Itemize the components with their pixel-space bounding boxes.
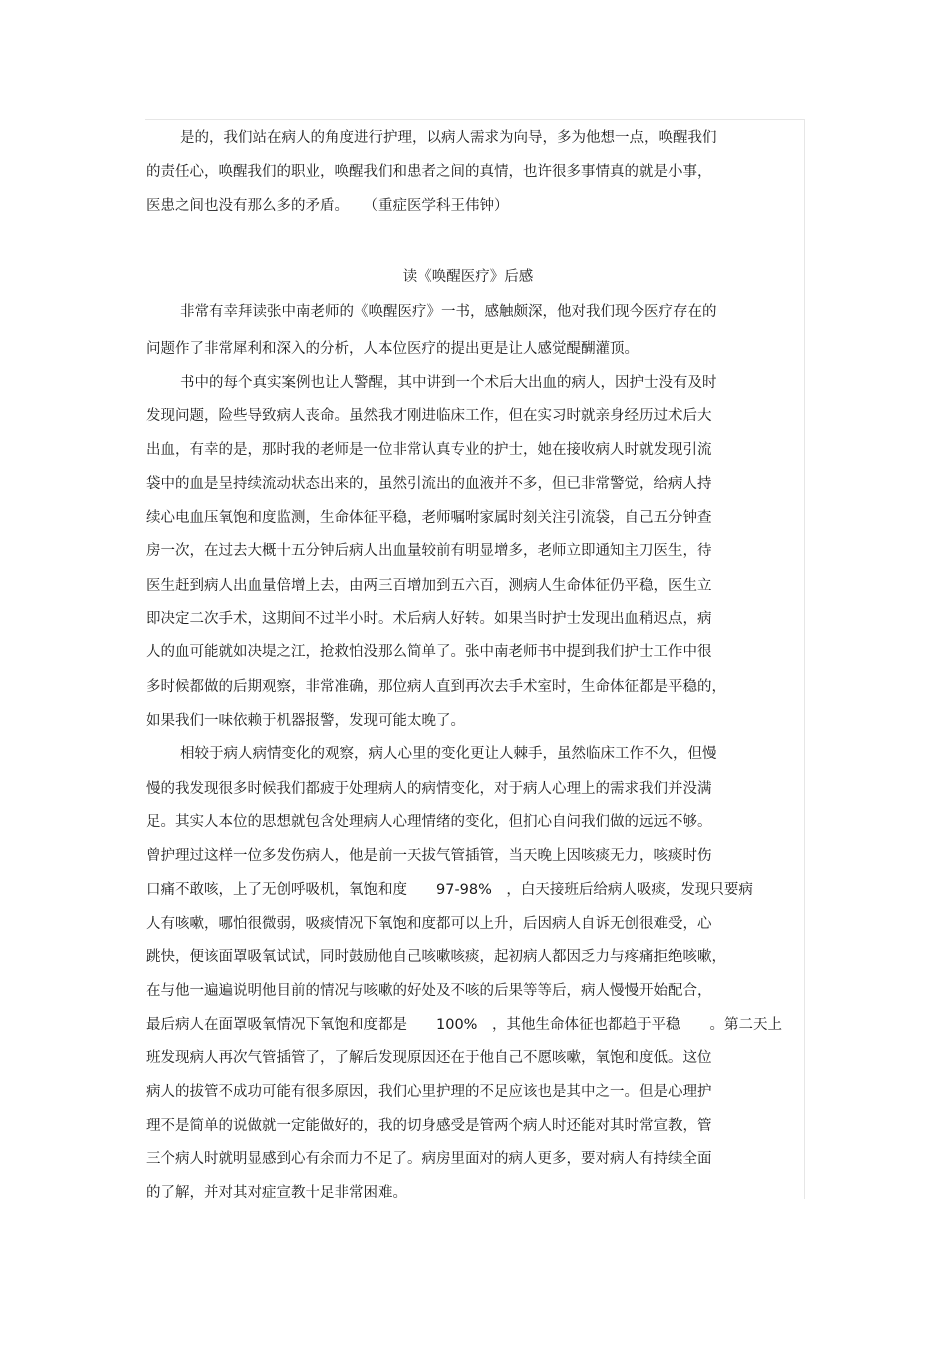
text-line: 人有咳嗽，哪怕很微弱，吸痰情况下氧饱和度都可以上升，后因病人自诉无创很难受，心 [146, 916, 712, 932]
text-line: 口痛不敢咳，上了无创呼吸机，氧饱和度 97-98% ，白天接班后给病人吸痰，发现只要病 [146, 882, 753, 898]
text-line: 如果我们一味依赖于机器报警，发现可能太晚了。 [146, 713, 465, 729]
text-line: 书中的每个真实案例也让人警醒，其中讲到一个术后大出血的病人，因护士没有及时 [180, 375, 717, 391]
text-line: 人的血可能就如决堤之江，抢救怕没那么简单了。张中南老师书中提到我们护士工作中很 [146, 644, 712, 660]
text-line: 的了解，并对其对症宣教十足非常困难。 [146, 1185, 407, 1201]
text-line: 医生赶到病人出血量倍增上去，由两三百增加到五六百，测病人生命体征仍平稳，医生立 [146, 578, 712, 594]
text-line: 的责任心，唤醒我们的职业，唤醒我们和患者之间的真情，也许很多事情真的就是小事， [146, 164, 712, 180]
text-line: 慢的我发现很多时候我们都疲于处理病人的病情变化，对于病人心理上的需求我们并没满 [146, 781, 712, 797]
text-line: 续心电血压氧饱和度监测，生命体征平稳，老师嘱咐家属时刻关注引流袋，自己五分钟查 [146, 510, 712, 526]
text-line: 袋中的血是呈持续流动状态出来的，虽然引流出的血液并不多，但已非常警觉，给病人持 [146, 476, 712, 492]
article-title: 读《唤醒医疗》后感 [402, 269, 534, 285]
text-line: 足。其实人本位的思想就包含处理病人心理情绪的变化，但扪心自问我们做的远远不够。 [146, 814, 712, 830]
text-line: 在与他一遍遍说明他目前的情况与咳嗽的好处及不咳的后果等等后，病人慢慢开始配合， [146, 983, 712, 999]
text-line: 非常有幸拜读张中南老师的《唤醒医疗》一书，感触颇深，他对我们现今医疗存在的 [180, 304, 717, 320]
text-line: 医患之间也没有那么多的矛盾。 （重症医学科王伟钟） [146, 198, 509, 214]
text-line: 理不是简单的说做就一定能做好的，我的切身感受是管两个病人时还能对其时常宣教，管 [146, 1118, 712, 1134]
page-border-top [145, 119, 805, 120]
text-line: 相较于病人病情变化的观察，病人心里的变化更让人棘手，虽然临床工作不久，但慢 [180, 746, 717, 762]
text-line: 最后病人在面罩吸氧情况下氧饱和度都是 100% ，其他生命体征也都趋于平稳 。第二天上 [146, 1017, 782, 1033]
text-line: 问题作了非常犀利和深入的分析，人本位医疗的提出更是让人感觉醍醐灌顶。 [146, 341, 639, 357]
text-line: 三个病人时就明显感到心有余而力不足了。病房里面对的病人更多，要对病人有持续全面 [146, 1151, 712, 1167]
text-line: 即决定二次手术，这期间不过半小时。术后病人好转。如果当时护士发现出血稍迟点，病 [146, 611, 712, 627]
text-line: 班发现病人再次气管插管了，了解后发现原因还在于他自己不愿咳嗽，氧饱和度低。这位 [146, 1050, 712, 1066]
text-line: 曾护理过这样一位多发伤病人，他是前一天拔气管插管，当天晚上因咳痰无力，咳痰时伤 [146, 848, 712, 864]
text-line: 病人的拔管不成功可能有很多原因，我们心里护理的不足应该也是其中之一。但是心理护 [146, 1084, 712, 1100]
text-line: 出血，有幸的是，那时我的老师是一位非常认真专业的护士，她在接收病人时就发现引流 [146, 442, 712, 458]
text-line: 房一次，在过去大概十五分钟后病人出血量较前有明显增多，老师立即通知主刀医生，待 [146, 543, 712, 559]
text-line: 是的，我们站在病人的角度进行护理，以病人需求为向导，多为他想一点，唤醒我们 [180, 130, 717, 146]
text-line: 发现问题，险些导致病人丧命。虽然我才刚进临床工作，但在实习时就亲身经历过术后大 [146, 408, 712, 424]
text-line: 多时候都做的后期观察，非常准确，那位病人直到再次去手术室时，生命体征都是平稳的， [146, 679, 726, 695]
text-line: 跳快，便该面罩吸氧试试，同时鼓励他自己咳嗽咳痰，起初病人都因乏力与疼痛拒绝咳嗽， [146, 949, 726, 965]
